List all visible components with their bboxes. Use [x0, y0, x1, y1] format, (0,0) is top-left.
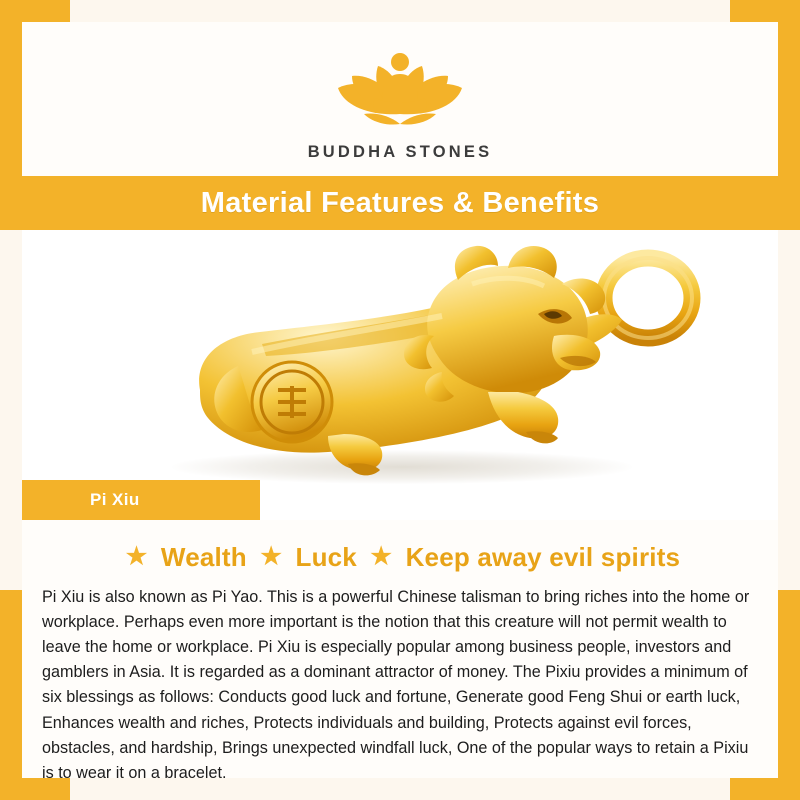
benefit-luck: Luck [295, 542, 357, 572]
product-caption-tag [22, 480, 260, 520]
description-paragraph: Pi Xiu is also known as Pi Yao. This is a powerful Chinese talisman to bring riches into the home or workplace. Perhaps even more important is the notion that this creature will not permit wealth to leave the home or workplace. Pi Xiu is especially popular among business people, investors and gamblers in Asia. It is regarded as a dominant attractor of money. The Pixiu provides a minimum of six blessings as follows: Conducts good luck and fortune, Generate good Feng Shui or earth luck, Enhances wealth and riches, Protects individuals and building, Protects against evil forces, obstacles, and hardship, Brings unexpected windfall luck, One of the popular ways to retain a Pixiu is to wear it on a bracelet. [42, 588, 750, 782]
benefits-line [22, 542, 778, 573]
star-icon: ★ [260, 543, 283, 570]
benefit-wealth: Wealth [160, 542, 247, 572]
lotus-meditation-icon [22, 40, 778, 137]
page-title: Material Features & Benefits [200, 186, 600, 219]
star-icon: ★ [125, 543, 148, 570]
brand-name: BUDDHA STONES [307, 143, 493, 161]
benefit-evil-spirits: Keep away evil spirits [405, 542, 681, 572]
content-card [22, 22, 778, 782]
gold-pixiu-pendant-icon [142, 240, 722, 505]
product-image-area [22, 230, 778, 520]
section-title-band [0, 176, 800, 230]
brand-header [22, 22, 778, 162]
star-icon: ★ [370, 543, 393, 570]
product-caption: Pi Xiu [90, 490, 140, 509]
